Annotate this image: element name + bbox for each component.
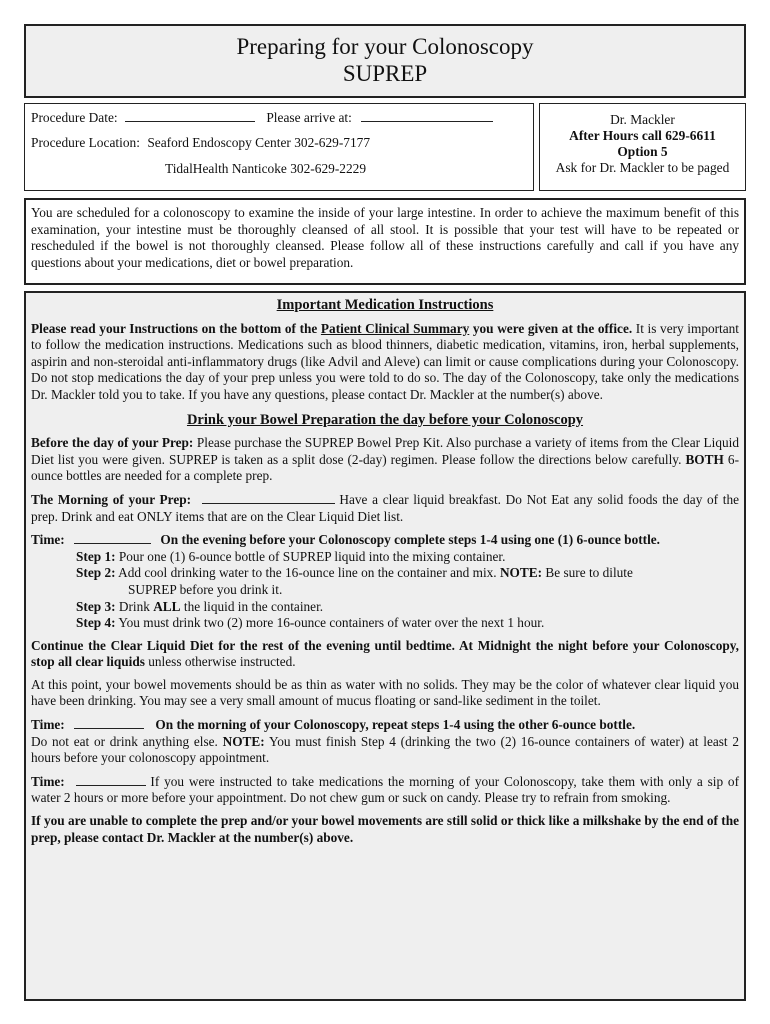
medications-morning-paragraph: Time: If you were instructed to take medications the morning of your Colonoscopy, take them with only a sip of water 2 hours or more before your appointment. Do not chew gum or suck on candy. Please try to refrain from smoking.: [31, 773, 739, 806]
before-prep-paragraph: Before the day of your Prep: Please purchase the SUPREP Bowel Prep Kit. Also purchase a variety of items from the Clear Liquid Diet list you were given. SUPREP is taken as a split dose (2-day) regimen. Please follow the directions below carefully. BOTH 6-ounce bottles are needed for a complete prep.: [31, 435, 739, 484]
morning-prep-paragraph: The Morning of your Prep: Have a clear liquid breakfast. Do Not Eat any solid foods the day of the prep. Drink and eat ONLY items that are on the Clear Liquid Diet list.: [31, 491, 740, 524]
arrive-label: Please arrive at:: [266, 110, 352, 125]
morning-time-field[interactable]: [74, 716, 144, 729]
continue-diet-paragraph: Continue the Clear Liquid Diet for the rest of the evening until bedtime. At Midnight the night before your Colonoscopy, stop all clear liquids unless otherwise instructed.: [31, 637, 739, 670]
arrive-time-field[interactable]: [361, 109, 493, 122]
procedure-date-field[interactable]: [125, 109, 255, 122]
after-hours-phone: After Hours call 629-6611: [569, 128, 716, 143]
intro-paragraph: You are scheduled for a colonoscopy to examine the inside of your large intestine. In order to achieve the maximum benefit of this examination, your intestine must be thoroughly cleansed of all stool. It is possible that your test will have to be repeated or rescheduled if the bowel is not thoroughly cleansed. Please follow all of these instructions carefully and call if you have any questions about your medications, diet or bowel preparation.: [24, 198, 746, 285]
medication-heading: Important Medication Instructions: [276, 297, 494, 313]
title-box: [24, 24, 746, 98]
page-title: Preparing for your Colonoscopy: [236, 34, 534, 59]
evening-steps-heading: Time: On the evening before your Colonoscopy complete steps 1-4 using one (1) 6-ounce bottle.: [31, 532, 660, 548]
morning-prep-time-field[interactable]: [202, 491, 335, 504]
doctor-name: Dr. Mackler: [610, 112, 675, 127]
at-this-point-paragraph: At this point, your bowel movements should be as thin as water with no solids. They may be the color of whatever clear liquid you have been drinking. You may see a very small amount of mucus floating or sand-like sediment in the toilet.: [31, 676, 739, 709]
medications-time-field[interactable]: [76, 773, 146, 786]
phone-option: Option 5: [617, 144, 668, 159]
doctor-contact-box: [539, 103, 746, 191]
morning-of-colonoscopy-paragraph: Time: On the morning of your Colonoscopy, repeat steps 1-4 using the other 6-ounce bottle. Do not eat or drink anything else. NOTE: You must finish Step 4 (drinking the two (2) 16-ounce containers of water) at least 2 hours before your colonoscopy appointment.: [31, 717, 739, 766]
medication-lead: Please read your Instructions on the bottom of the Patient Clinical Summary you were given at the office.: [31, 320, 633, 336]
procedure-info-box: [24, 103, 534, 191]
page-subtitle: SUPREP: [342, 61, 428, 86]
instructions-box: [24, 291, 746, 1001]
procedure-location-label: Procedure Location:: [31, 135, 140, 150]
step-4: Step 4: You must drink two (2) more 16-ounce containers of water over the next 1 hour.: [76, 615, 545, 631]
patient-clinical-summary: Patient Clinical Summary: [320, 320, 470, 336]
step-3: Step 3: Drink ALL the liquid in the container.: [76, 598, 324, 614]
procedure-date-label: Procedure Date:: [31, 110, 118, 125]
medication-paragraph: [31, 321, 739, 404]
medication-body: It is very important to follow the medication instructions. Medications such as blood thinners, diabetic medication, vitamins, iron, herbal supplements, aspirin and non-steroidal anti-inflammatory drugs (like Advil and Aleve) can limit or cause complications during your Colonoscopy. Do not stop medications the day of your prep unless you were told to do so. The day of the Colonoscopy, take only the medications Dr. Mackler told you to take. If you have any questions, please contact Dr. Mackler at the number(s) above.: [31, 320, 739, 402]
before-prep-label: Before the day of your Prep:: [31, 435, 194, 451]
prep-heading: Drink your Bowel Preparation the day before your Colonoscopy: [186, 411, 584, 428]
evening-time-field[interactable]: [74, 531, 151, 544]
location-nanticoke: TidalHealth Nanticoke 302-629-2229: [165, 161, 367, 176]
location-seaford: Seaford Endoscopy Center 302-629-7177: [147, 135, 371, 150]
step-2: Step 2: Add cool drinking water to the 16-ounce line on the container and mix. NOTE: Be sure to dilute SUPREP before you drink it.: [76, 565, 633, 597]
paging-instruction: Ask for Dr. Mackler to be paged: [555, 160, 730, 175]
final-warning: If you are unable to complete the prep and/or your bowel movements are still solid or thick like a milkshake by the end of the prep, please contact Dr. Mackler at the number(s) above.: [31, 813, 739, 845]
step-1: Step 1: Pour one (1) 6-ounce bottle of SUPREP liquid into the mixing container.: [76, 548, 506, 564]
morning-prep-label: The Morning of your Prep:: [31, 491, 192, 507]
